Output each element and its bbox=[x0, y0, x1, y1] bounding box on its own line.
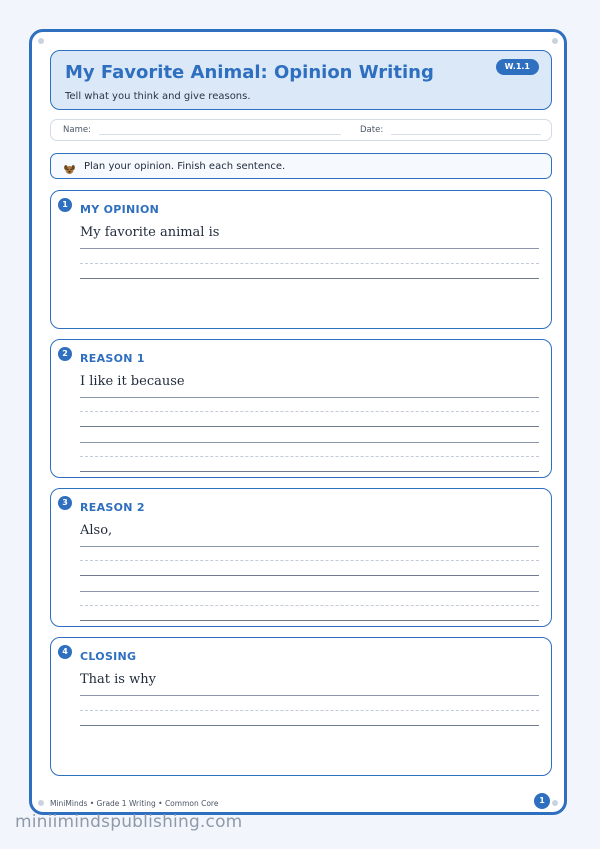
corner-dot bbox=[552, 800, 558, 806]
writing-line-mid bbox=[80, 263, 539, 264]
writing-line-top[interactable] bbox=[80, 442, 539, 443]
writing-line-top[interactable] bbox=[80, 546, 539, 547]
section-heading: MY OPINION bbox=[80, 203, 160, 216]
corner-dot bbox=[552, 38, 558, 44]
writing-line-base[interactable] bbox=[80, 278, 539, 279]
sentence-starter: That is why bbox=[80, 672, 156, 687]
date-label: Date: bbox=[360, 125, 384, 135]
writing-line-base[interactable] bbox=[80, 426, 539, 427]
writing-line-mid bbox=[80, 560, 539, 561]
puppy-face-icon bbox=[64, 160, 75, 171]
section-reason-2 bbox=[50, 488, 552, 627]
corner-dot bbox=[38, 800, 44, 806]
instructions-text: Plan your opinion. Finish each sentence. bbox=[84, 161, 286, 172]
writing-line-mid bbox=[80, 710, 539, 711]
writing-line-mid bbox=[80, 605, 539, 606]
page-subtitle: Tell what you think and give reasons. bbox=[65, 91, 251, 102]
page-number-badge: 1 bbox=[534, 793, 550, 809]
footer-credit: MiniMinds • Grade 1 Writing • Common Core bbox=[50, 799, 219, 808]
name-label: Name: bbox=[63, 125, 91, 135]
name-field[interactable] bbox=[99, 134, 341, 135]
section-reason-1 bbox=[50, 339, 552, 478]
worksheet-header bbox=[50, 50, 552, 110]
corner-dot bbox=[38, 38, 44, 44]
writing-line-base[interactable] bbox=[80, 575, 539, 576]
section-number: 3 bbox=[58, 496, 72, 510]
sentence-starter: I like it because bbox=[80, 374, 185, 389]
writing-line-mid bbox=[80, 411, 539, 412]
watermark: miniimindspublishing.com bbox=[15, 812, 243, 832]
writing-line-top[interactable] bbox=[80, 695, 539, 696]
instructions-box bbox=[50, 153, 552, 179]
writing-line-top[interactable] bbox=[80, 248, 539, 249]
section-closing bbox=[50, 637, 552, 776]
writing-line-base[interactable] bbox=[80, 471, 539, 472]
section-heading: CLOSING bbox=[80, 650, 137, 663]
section-heading: REASON 1 bbox=[80, 352, 145, 365]
sentence-starter: My favorite animal is bbox=[80, 225, 220, 240]
worksheet-page bbox=[29, 29, 567, 815]
section-my-opinion bbox=[50, 190, 552, 329]
writing-line-top[interactable] bbox=[80, 397, 539, 398]
page-title: My Favorite Animal: Opinion Writing bbox=[65, 62, 434, 83]
section-number: 4 bbox=[58, 645, 72, 659]
name-date-bar bbox=[50, 119, 552, 141]
writing-line-mid bbox=[80, 456, 539, 457]
section-number: 1 bbox=[58, 198, 72, 212]
section-number: 2 bbox=[58, 347, 72, 361]
standard-badge: W.1.1 bbox=[496, 59, 539, 75]
sentence-starter: Also, bbox=[80, 523, 113, 538]
writing-line-base[interactable] bbox=[80, 620, 539, 621]
date-field[interactable] bbox=[391, 134, 541, 135]
section-heading: REASON 2 bbox=[80, 501, 145, 514]
writing-line-base[interactable] bbox=[80, 725, 539, 726]
writing-line-top[interactable] bbox=[80, 591, 539, 592]
